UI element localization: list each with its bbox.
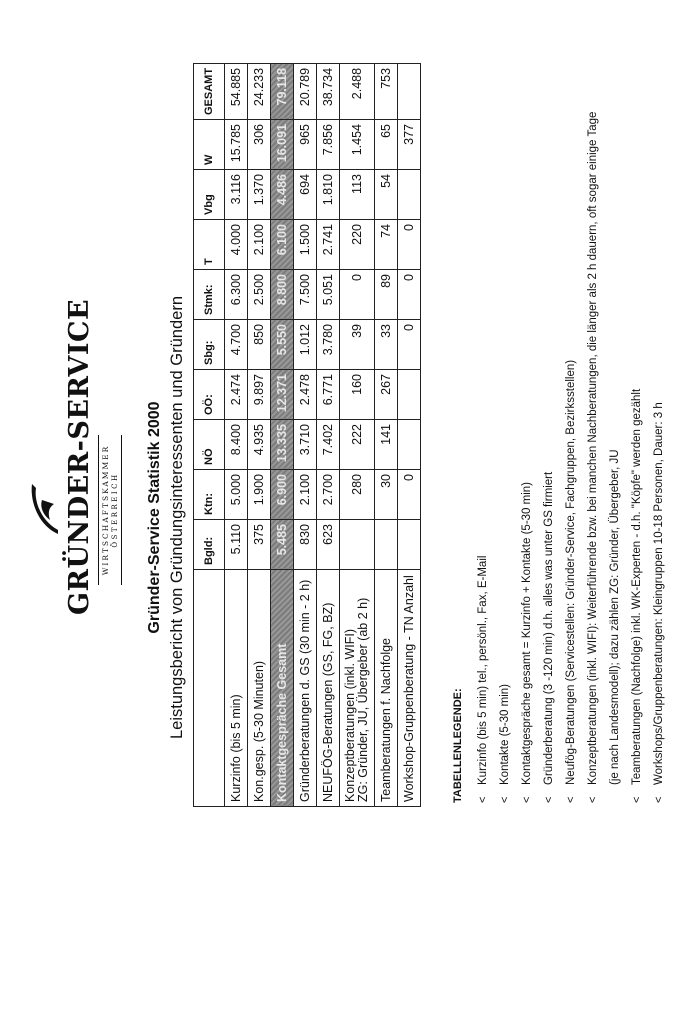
legend-item-continuation: (je nach Landesmodell); dazu zählen ZG: Gründer, Übergeber, JU bbox=[609, 449, 621, 785]
table-cell bbox=[398, 420, 421, 470]
table-cell: 2.500 bbox=[248, 270, 271, 320]
legend-list bbox=[476, 112, 674, 803]
table-cell: 160 bbox=[340, 370, 375, 420]
legend-item-text: Gründerberatung (3 -120 min) d.h. alles was unter GS firmiert bbox=[543, 471, 555, 785]
table-cell: 0 bbox=[398, 220, 421, 270]
table-cell: 267 bbox=[375, 370, 398, 420]
row-label: Gründerberatungen d. GS (30 min - 2 h) bbox=[294, 570, 317, 807]
table-cell: 54.885 bbox=[225, 63, 248, 119]
table-cell: 38.734 bbox=[317, 63, 340, 119]
table-cell: 6.100 bbox=[271, 220, 294, 270]
legend-bullet-icon: < bbox=[477, 796, 489, 803]
table-cell: 20.789 bbox=[294, 63, 317, 119]
table-cell: 113 bbox=[340, 170, 375, 220]
table-cell: 1.012 bbox=[294, 320, 317, 370]
table-cell: 5.485 bbox=[271, 520, 294, 570]
table-cell: 65 bbox=[375, 120, 398, 170]
table-cell bbox=[398, 63, 421, 119]
table-cell: 2.100 bbox=[248, 220, 271, 270]
table-cell: 39 bbox=[340, 320, 375, 370]
legend-item bbox=[652, 112, 674, 803]
logo-divider bbox=[98, 435, 99, 585]
table-cell: 7.402 bbox=[317, 420, 340, 470]
table-cell: 1.900 bbox=[248, 470, 271, 520]
logo-divider-bottom bbox=[121, 435, 122, 585]
table-cell: 753 bbox=[375, 63, 398, 119]
column-header: W bbox=[194, 120, 225, 170]
table-cell: 6.771 bbox=[317, 370, 340, 420]
legend-item-text: Kurzinfo (bis 5 min) tel., persönl., Fax, E-Mail bbox=[477, 555, 489, 785]
column-header: T bbox=[194, 220, 225, 270]
table-cell: 7.856 bbox=[317, 120, 340, 170]
logo-name: GRÜNDER-SERVICE bbox=[64, 298, 95, 615]
table-cell: 8.800 bbox=[271, 270, 294, 320]
table-cell: 74 bbox=[375, 220, 398, 270]
row-label: Kon.gesp. (5-30 Minuten) bbox=[248, 570, 271, 807]
legend-item bbox=[476, 112, 498, 803]
legend-item-text: Teamberatungen (Nachfolge) inkl. WK-Experten - d.h. "Köpfe" werden gezählt bbox=[631, 388, 643, 785]
column-header: Stmk: bbox=[194, 270, 225, 320]
table-body bbox=[225, 63, 421, 806]
table-cell: 5.000 bbox=[225, 470, 248, 520]
logo-mark-icon bbox=[28, 482, 62, 538]
logo bbox=[28, 298, 122, 615]
table-row bbox=[317, 63, 340, 806]
column-header: Sbg: bbox=[194, 320, 225, 370]
table-cell: 89 bbox=[375, 270, 398, 320]
legend-bullet-icon: < bbox=[653, 796, 665, 803]
legend-item bbox=[520, 112, 542, 803]
column-header: Bgld: bbox=[194, 520, 225, 570]
table-cell: 13.335 bbox=[271, 420, 294, 470]
table-cell: 0 bbox=[398, 320, 421, 370]
table-row bbox=[271, 63, 294, 806]
page-title: Gründer-Service Statistik 2000 bbox=[146, 401, 163, 634]
table-cell: 4.700 bbox=[225, 320, 248, 370]
legend-item bbox=[630, 112, 652, 803]
table-cell: 8.400 bbox=[225, 420, 248, 470]
table-cell: 2.488 bbox=[340, 63, 375, 119]
row-label: NEUFÖG-Beratungen (GS, FG, BZ) bbox=[317, 570, 340, 807]
table-cell: 4.935 bbox=[248, 420, 271, 470]
logo-org-line2: ÖSTERREICH bbox=[110, 472, 119, 548]
table-cell: 375 bbox=[248, 520, 271, 570]
table-cell: 141 bbox=[375, 420, 398, 470]
table-cell: 15.785 bbox=[225, 120, 248, 170]
table-cell: 7.500 bbox=[294, 270, 317, 320]
table-cell: 1.500 bbox=[294, 220, 317, 270]
row-label-line: ZG: Gründer, JU, Übergeber (ab 2 h) bbox=[356, 597, 370, 802]
table-cell bbox=[398, 520, 421, 570]
column-header: NÖ bbox=[194, 420, 225, 470]
column-header: OÖ: bbox=[194, 370, 225, 420]
column-header-label bbox=[194, 570, 225, 807]
table-cell: 623 bbox=[317, 520, 340, 570]
table-cell: 5.051 bbox=[317, 270, 340, 320]
table-row bbox=[294, 63, 317, 806]
legend-item bbox=[542, 112, 564, 803]
table-cell: 5.110 bbox=[225, 520, 248, 570]
table-cell bbox=[375, 520, 398, 570]
table-cell: 6.300 bbox=[225, 270, 248, 320]
table-cell: 280 bbox=[340, 470, 375, 520]
table-cell: 220 bbox=[340, 220, 375, 270]
table-cell: 54 bbox=[375, 170, 398, 220]
statistics-table bbox=[193, 63, 421, 807]
table-cell: 3.116 bbox=[225, 170, 248, 220]
table-cell bbox=[398, 170, 421, 220]
column-header-total: GESAMT bbox=[194, 63, 225, 119]
legend-item bbox=[586, 112, 608, 803]
table-cell: 0 bbox=[398, 270, 421, 320]
legend-bullet-icon: < bbox=[543, 796, 555, 803]
legend-bullet-icon: < bbox=[521, 796, 533, 803]
table-cell: 4.486 bbox=[271, 170, 294, 220]
table-cell: 5.550 bbox=[271, 320, 294, 370]
table-cell: 222 bbox=[340, 420, 375, 470]
column-header: Vbg bbox=[194, 170, 225, 220]
table-cell: 3.710 bbox=[294, 420, 317, 470]
table-cell: 0 bbox=[340, 270, 375, 320]
table-row bbox=[375, 63, 398, 806]
legend-bullet-icon: < bbox=[631, 796, 643, 803]
table-cell: 850 bbox=[248, 320, 271, 370]
table-cell: 306 bbox=[248, 120, 271, 170]
table-row bbox=[340, 63, 375, 806]
table-cell: 24.233 bbox=[248, 63, 271, 119]
row-label: Kurzinfo (bis 5 min) bbox=[225, 570, 248, 807]
row-label-line: Konzeptberatungen (inkl. WIFI) bbox=[343, 629, 357, 802]
table-cell: 1.454 bbox=[340, 120, 375, 170]
table-cell: 0 bbox=[398, 470, 421, 520]
table-row bbox=[225, 63, 248, 806]
table-cell: 965 bbox=[294, 120, 317, 170]
legend-bullet-icon: < bbox=[587, 796, 599, 803]
table-cell: 1.370 bbox=[248, 170, 271, 220]
logo-org-line1: WIRTSCHAFTSKAMMER bbox=[101, 444, 110, 576]
legend-item-text: Workshops/Gruppenberatungen: Kleingruppen 10-18 Personen, Dauer: 3 h bbox=[653, 402, 665, 785]
legend-title: TABELLENLEGENDE: bbox=[452, 688, 464, 803]
legend-item bbox=[564, 112, 586, 803]
legend-item-text: Kontaktgespräche gesamt = Kurzinfo + Kontakte (5-30 min) bbox=[521, 482, 533, 785]
table-cell bbox=[340, 520, 375, 570]
row-label bbox=[340, 570, 375, 807]
table-cell: 694 bbox=[294, 170, 317, 220]
table-cell: 79.118 bbox=[271, 63, 294, 119]
row-label: Workshop-Gruppenberatung - TN Anzahl bbox=[398, 570, 421, 807]
table-cell: 2.700 bbox=[317, 470, 340, 520]
table-cell: 30 bbox=[375, 470, 398, 520]
table-cell: 6.900 bbox=[271, 470, 294, 520]
legend-bullet-icon: < bbox=[565, 796, 577, 803]
table-row bbox=[248, 63, 271, 806]
legend-item-text: Neufög-Beratungen (Servicestellen: Gründer-Service, Fachgruppen, Bezirksstellen) bbox=[565, 359, 577, 785]
legend-bullet-icon: < bbox=[499, 796, 511, 803]
table-cell: 377 bbox=[398, 120, 421, 170]
table-header-row bbox=[194, 63, 225, 806]
table-row bbox=[398, 63, 421, 806]
column-header: Ktn: bbox=[194, 470, 225, 520]
table-cell: 12.371 bbox=[271, 370, 294, 420]
table-cell: 830 bbox=[294, 520, 317, 570]
table-cell: 2.474 bbox=[225, 370, 248, 420]
table-legend bbox=[452, 112, 674, 803]
table-cell: 1.810 bbox=[317, 170, 340, 220]
row-label: Teamberatungen f. Nachfolge bbox=[375, 570, 398, 807]
table-cell: 2.478 bbox=[294, 370, 317, 420]
table-cell: 9.897 bbox=[248, 370, 271, 420]
table-cell: 16.091 bbox=[271, 120, 294, 170]
table-cell: 2.100 bbox=[294, 470, 317, 520]
page-subtitle: Leistungsbericht von Gründungsinteressenten und Gründern bbox=[168, 295, 186, 740]
table-cell: 33 bbox=[375, 320, 398, 370]
table-cell bbox=[398, 370, 421, 420]
legend-item-text: Kontakte (5-30 min) bbox=[499, 684, 511, 785]
table-cell: 4.000 bbox=[225, 220, 248, 270]
table-cell: 2.741 bbox=[317, 220, 340, 270]
legend-item bbox=[498, 112, 520, 803]
row-label: Kontaktgespräche Gesamt bbox=[271, 570, 294, 807]
legend-item-text: Konzeptberatungen (inkl. WIFI): Weiterführende bzw. bei manchen Nachberatungen, die länger als 2 h dauern, oft sogar einige Tage bbox=[587, 111, 599, 785]
table-cell: 3.780 bbox=[317, 320, 340, 370]
